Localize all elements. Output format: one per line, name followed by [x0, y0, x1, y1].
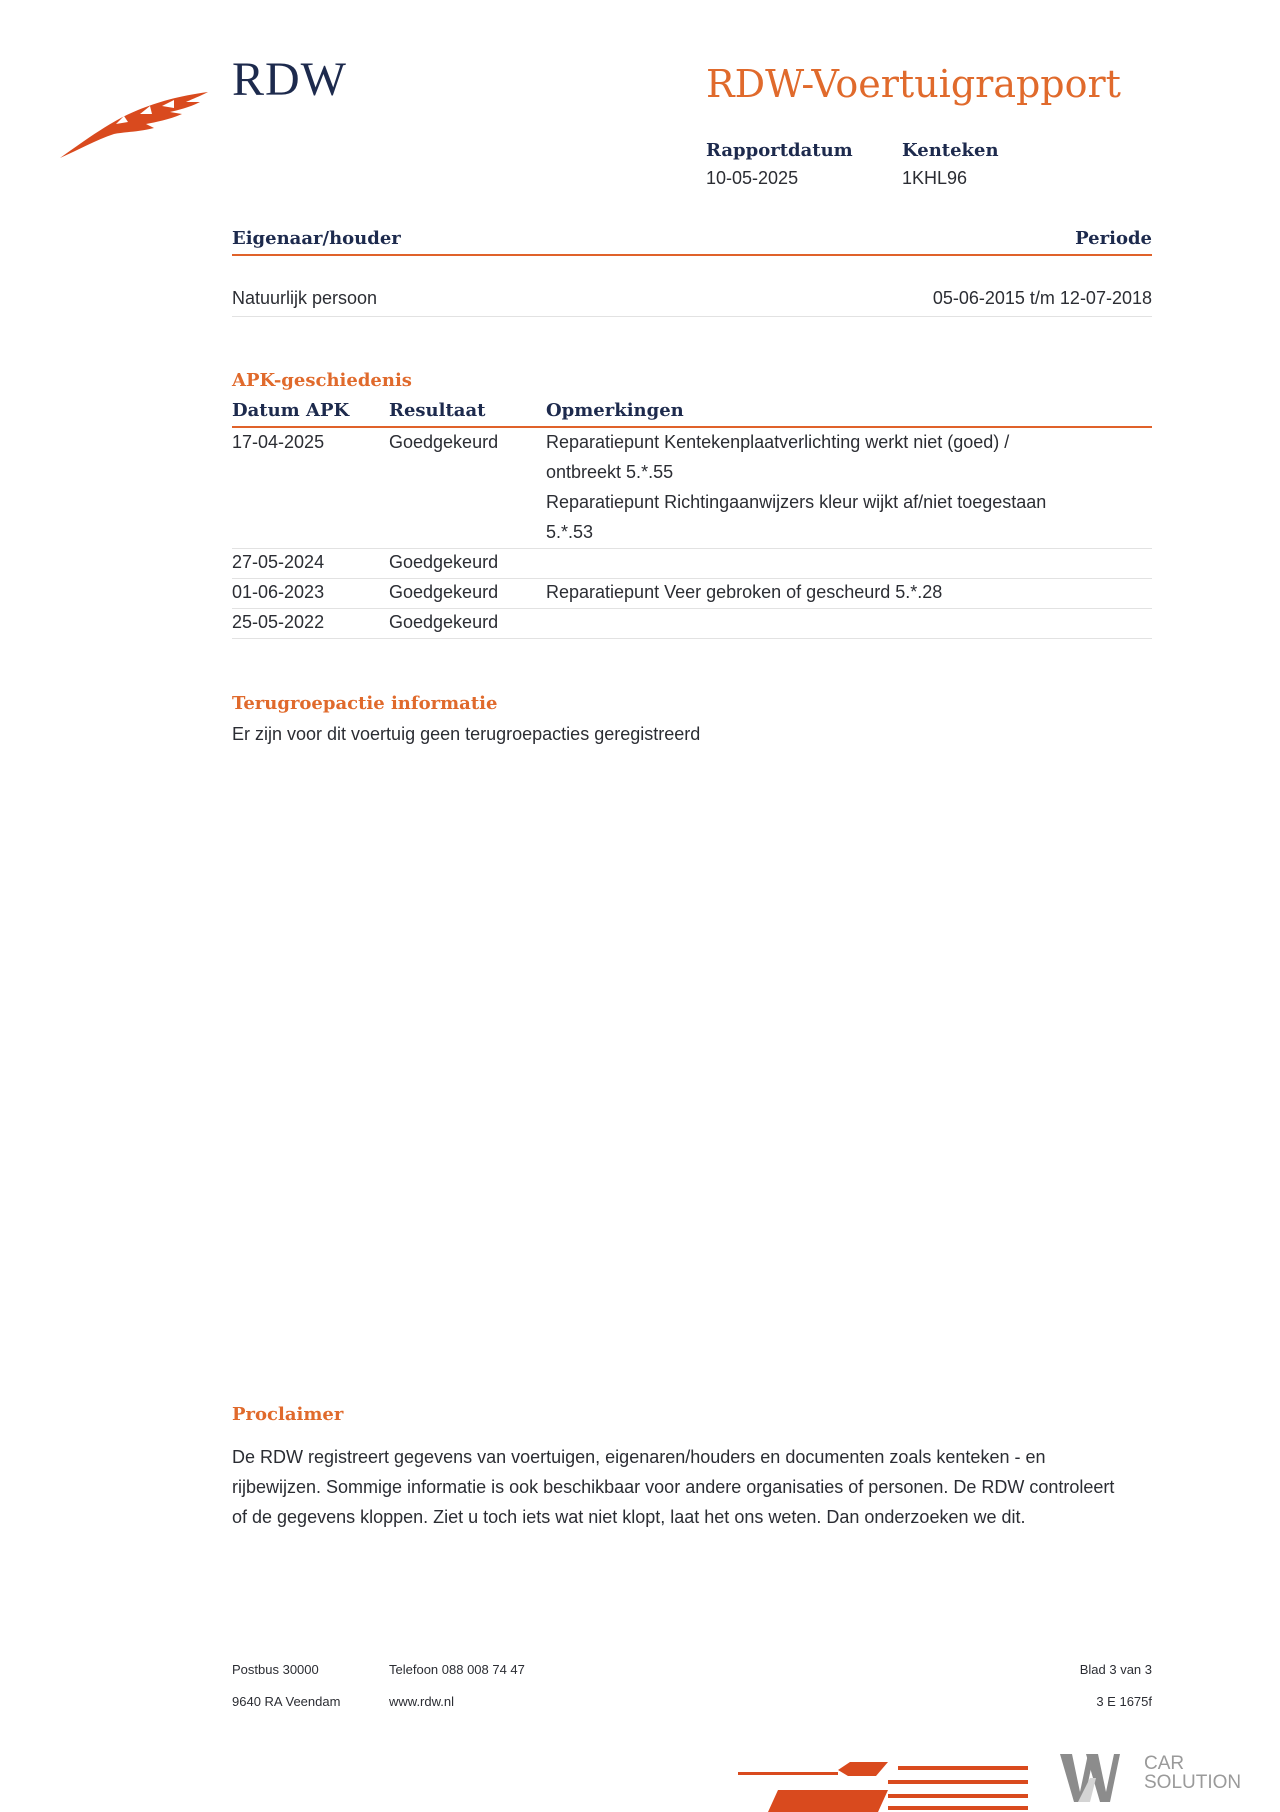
- report-title: RDW-Voertuigrapport: [706, 62, 1121, 106]
- apk-date: 27-05-2024: [232, 552, 325, 572]
- report-date-value: 10-05-2025: [706, 168, 799, 188]
- apk-result: Goedgekeurd: [389, 552, 499, 572]
- apk-date: 01-06-2023: [232, 582, 325, 602]
- car-solution-logo-icon: [1060, 1748, 1120, 1804]
- owner-label: Eigenaar/houder: [232, 228, 401, 249]
- apk-col-remarks: Opmerkingen: [546, 400, 684, 421]
- apk-remark-line: 5.*.53: [546, 522, 594, 542]
- apk-date: 25-05-2022: [232, 612, 325, 632]
- owner-header-divider: [232, 254, 1152, 256]
- apk-remark-line: Reparatiepunt Kentekenplaatverlichting werkt niet (goed) /: [546, 432, 1010, 452]
- rdw-stripes-icon: [738, 1762, 1028, 1812]
- apk-date: 17-04-2025: [232, 432, 325, 452]
- table-row: [232, 577, 1152, 607]
- apk-col-result: Resultaat: [389, 400, 486, 421]
- footer-city: 9640 RA Veendam: [232, 1694, 341, 1709]
- proclaimer-text: De RDW registreert gegevens van voertuigen, eigenaren/houders en documenten zoals kenteken - en rijbewijzen. Sommige informatie is ook beschikbaar voor andere organisaties of personen. De RDW controleert of de gegevens kloppen. Ziet u toch iets wat niet klopt, laat het ons weten. Dan onderzoeken we dit.: [232, 1447, 1115, 1527]
- apk-col-date: Datum APK: [232, 400, 350, 421]
- owner-value: Natuurlijk persoon: [232, 288, 378, 308]
- apk-result: Goedgekeurd: [389, 582, 499, 602]
- apk-remarks: [546, 577, 1106, 607]
- watermark-line: SOLUTION: [1144, 1772, 1242, 1793]
- apk-result: Goedgekeurd: [389, 612, 499, 632]
- apk-section-title: APK-geschiedenis: [232, 370, 412, 391]
- owner-row-divider: [232, 316, 1152, 317]
- plate-value: 1KHL96: [902, 168, 968, 188]
- table-row: [232, 547, 1152, 577]
- footer-website: www.rdw.nl: [389, 1694, 455, 1709]
- table-row: [232, 607, 1152, 637]
- row-divider: [232, 638, 1152, 639]
- proclaimer-section-title: Proclaimer: [232, 1404, 344, 1425]
- car-solution-watermark: [1144, 1754, 1241, 1792]
- footer-page: Blad 3 van 3: [1079, 1662, 1152, 1677]
- recall-text: Er zijn voor dit voertuig geen terugroepacties geregistreerd: [232, 724, 701, 744]
- rdw-wing-logo-icon: [58, 80, 210, 160]
- plate-label: Kenteken: [902, 140, 999, 161]
- brand-name: RDW: [232, 53, 347, 106]
- watermark-line: CAR: [1144, 1753, 1185, 1774]
- report-date-label: Rapportdatum: [706, 140, 853, 161]
- apk-remark-line: Reparatiepunt Richtingaanwijzers kleur wijkt af/niet toegestaan: [546, 492, 1047, 512]
- footer-code: 3 E 1675f: [1096, 1694, 1152, 1709]
- footer-phone: Telefoon 088 008 74 47: [389, 1662, 525, 1677]
- apk-remark-line: ontbreekt 5.*.55: [546, 462, 674, 482]
- apk-remarks: [546, 427, 1106, 547]
- table-row: [232, 427, 1152, 547]
- period-label: Periode: [1075, 228, 1152, 249]
- footer-postbus: Postbus 30000: [232, 1662, 319, 1677]
- period-value: 05-06-2015 t/m 12-07-2018: [932, 288, 1152, 308]
- recall-section-title: Terugroepactie informatie: [232, 693, 498, 714]
- apk-remark-line: Reparatiepunt Veer gebroken of gescheurd 5.*.28: [546, 582, 943, 602]
- apk-result: Goedgekeurd: [389, 432, 499, 452]
